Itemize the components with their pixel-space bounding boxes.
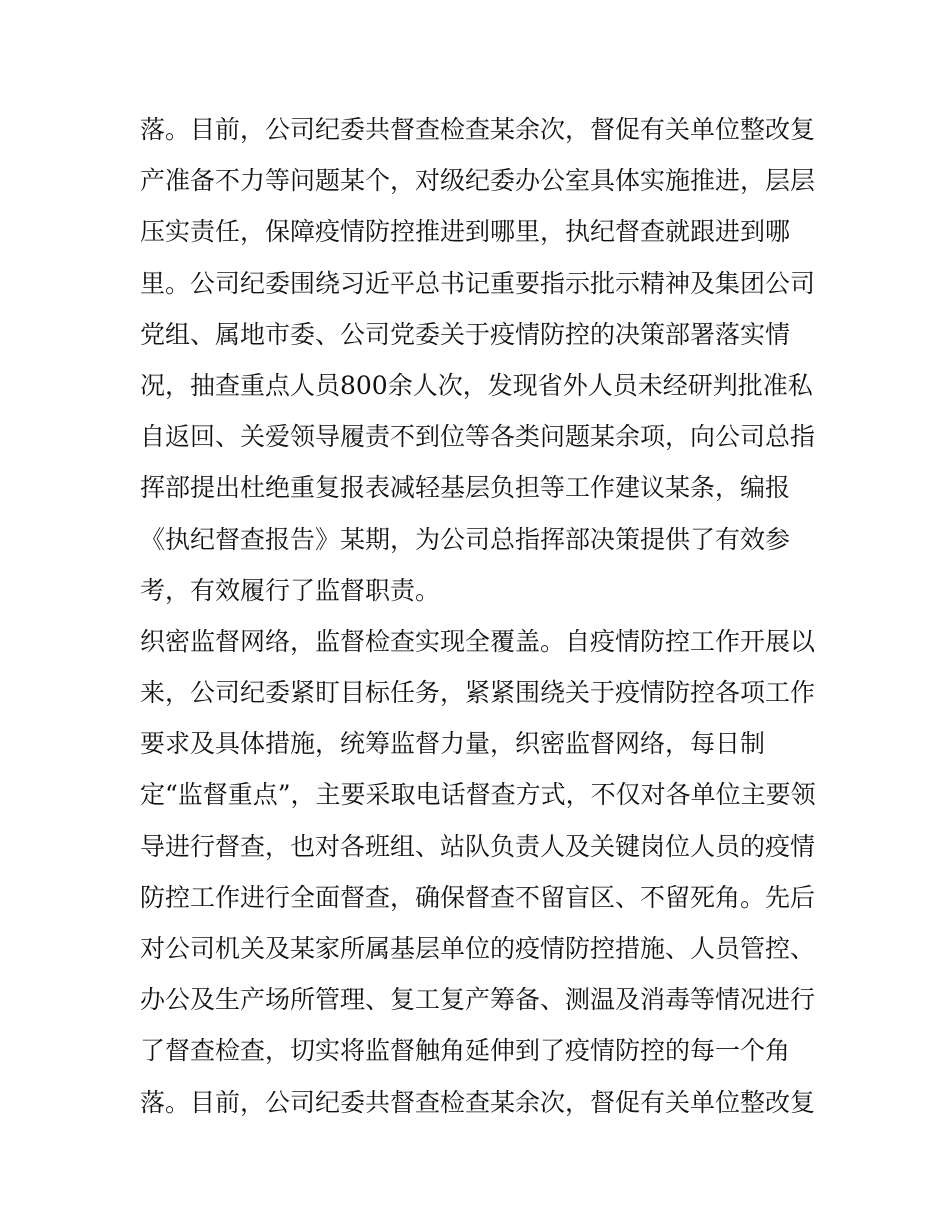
text-line: 况，抽查重点人员800余人次，发现省外人员未经研判批准私 bbox=[140, 370, 813, 400]
text-line: 织密监督网络，监督检查实现全覆盖。自疫情防控工作开展以 bbox=[140, 626, 816, 656]
text-line: 产准备不力等问题某个，对级纪委办公室具体实施推进，层层 bbox=[140, 166, 816, 196]
text-line: 了督查检查，切实将监督触角延伸到了疫情防控的每一个角 bbox=[140, 1036, 791, 1066]
text-line: 办公及生产场所管理、复工复产筹备、测温及消毒等情况进行 bbox=[140, 985, 816, 1015]
text-line: 要求及具体措施，统筹监督力量，织密监督网络，每日制 bbox=[140, 729, 766, 759]
text-line: 来，公司纪委紧盯目标任务，紧紧围绕关于疫情防控各项工作 bbox=[140, 678, 816, 708]
text-line: 对公司机关及某家所属基层单位的疫情防控措施、人员管控、 bbox=[140, 934, 816, 963]
text-line: 定“监督重点”，主要采取电话督查方式，不仅对各单位主要领 bbox=[140, 780, 816, 810]
text-line: 防控工作进行全面督查，确保督查不留盲区、不留死角。先后 bbox=[140, 882, 816, 912]
body-text bbox=[140, 104, 830, 1128]
text-line: 里。公司纪委围绕习近平总书记重要指示批示精神及集团公司 bbox=[140, 268, 816, 298]
text-line: 自返回、关爱领导履责不到位等各类问题某余项，向公司总指 bbox=[140, 422, 816, 452]
text-line: 挥部提出杜绝重复报表减轻基层负担等工作建议某条，编报 bbox=[140, 473, 791, 503]
text-line: 党组、属地市委、公司党委关于疫情防控的决策部署落实情 bbox=[140, 319, 791, 349]
text-line: 落。目前，公司纪委共督查检查某余次，督促有关单位整改复 bbox=[140, 115, 816, 144]
text-line: 考，有效履行了监督职责。 bbox=[140, 575, 441, 605]
text-line: 导进行督查，也对各班组、站队负责人及关键岗位人员的疫情 bbox=[140, 831, 816, 861]
text-line: 落。目前，公司纪委共督查检查某余次，督促有关单位整改复 bbox=[140, 1087, 816, 1117]
text-line: 《执纪督查报告》某期，为公司总指挥部决策提供了有效参 bbox=[140, 524, 791, 554]
text-line: 压实责任，保障疫情防控推进到哪里，执纪督查就跟进到哪 bbox=[140, 217, 791, 247]
